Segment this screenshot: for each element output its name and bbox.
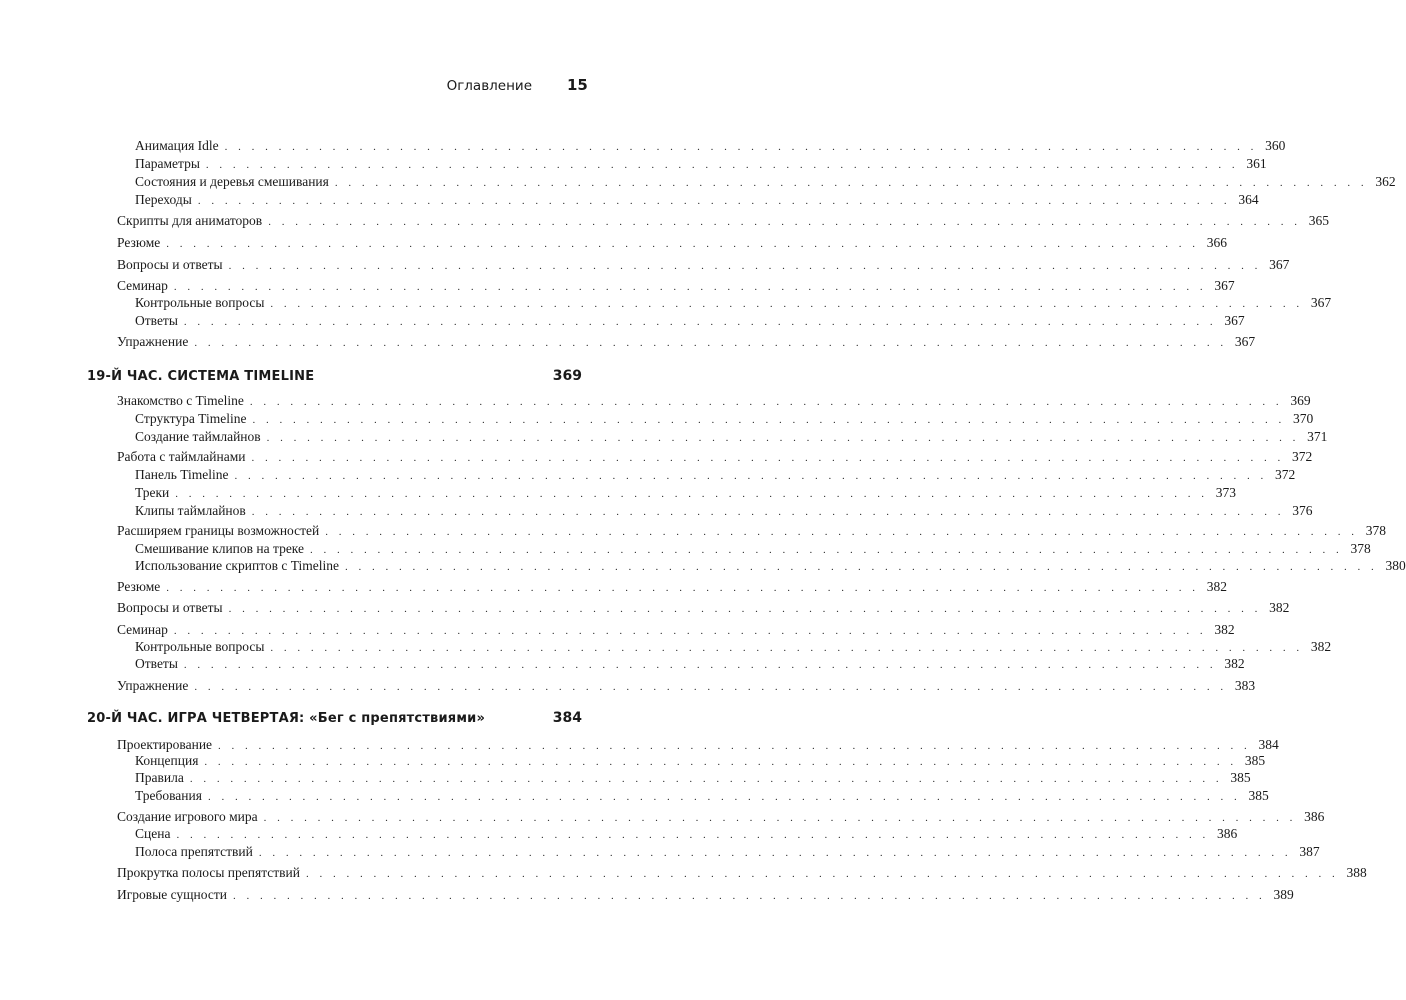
running-header <box>0 76 682 98</box>
toc-entry-label: Семинар <box>117 621 174 639</box>
toc-entry[interactable] <box>135 428 1328 446</box>
toc-entry-page: 372 <box>1275 467 1296 482</box>
chapter-page: 369 <box>552 368 582 384</box>
toc-entry-label: Расширяем границы возможностей <box>117 522 325 540</box>
toc-entry-label: Ответы <box>135 655 184 673</box>
chapter-heading-19[interactable] <box>87 366 582 386</box>
toc-entry-page: 367 <box>1214 278 1235 293</box>
toc-entry-label: Вопросы и ответы <box>117 599 229 617</box>
toc-entry-label: Работа с таймлайнами <box>117 448 252 466</box>
dot-leader: . . . . . . . . . . . . . . . . . . . . . . . . . . . . . . . . . . . . . . . . . . . . . . . . . . . . . . . . . . . . . . . . . . . . . . . . . . . . . <box>194 337 1228 349</box>
toc-entry[interactable] <box>135 466 1296 484</box>
dot-leader: . . . . . . . . . . . . . . . . . . . . . . . . . . . . . . . . . . . . . . . . . . . . . . . . . . . . . . . . . . . . . . . . . . . . . . . . . . . . . <box>189 773 1223 785</box>
toc-entry[interactable] <box>135 191 1259 209</box>
dot-leader: . . . . . . . . . . . . . . . . . . . . . . . . . . . . . . . . . . . . . . . . . . . . . . . . . . . . . . . . . . . . . . . . . . . . . . . . . . . . . <box>197 195 1231 207</box>
toc-entry-page: 376 <box>1292 503 1313 518</box>
chapter-title: 19-Й ЧАС. СИСТЕМА TIMELINE <box>87 369 315 384</box>
dot-leader: . . . . . . . . . . . . . . . . . . . . . . . . . . . . . . . . . . . . . . . . . . . . . . . . . . . . . . . . . . . . . . . . . . . . . . . . . . . . . <box>173 281 1207 293</box>
toc-entry-page: 373 <box>1215 485 1237 500</box>
toc-entry-label: Упражнение <box>117 333 194 351</box>
dot-leader: . . . . . . . . . . . . . . . . . . . . . . . . . . . . . . . . . . . . . . . . . . . . . . . . . . . . . . . . . . . . . . . . . . . . . . . . . . . . . <box>183 659 1217 671</box>
toc-entry-page: 382 <box>1269 600 1290 615</box>
toc-entry-label: Контрольные вопросы <box>135 294 270 312</box>
toc-entry-label: Смешивание клипов на треке <box>135 540 310 558</box>
toc-entry-page: 386 <box>1304 809 1325 824</box>
toc-entry-page: 366 <box>1206 235 1228 250</box>
toc-entry[interactable] <box>117 212 1329 230</box>
toc-entry-page: 367 <box>1310 295 1332 310</box>
toc-entry-label: Треки <box>135 484 175 502</box>
dot-leader: . . . . . . . . . . . . . . . . . . . . . . . . . . . . . . . . . . . . . . . . . . . . . . . . . . . . . . . . . . . . . . . . . . . . . . . . . . . . . <box>204 756 1238 768</box>
toc-entry-label: Анимация Idle <box>135 137 225 155</box>
toc-entry-label: Семинар <box>117 277 174 295</box>
toc-entry[interactable] <box>117 808 1325 826</box>
chapter-page: 384 <box>552 710 582 726</box>
toc-entry-label: Правила <box>135 769 190 787</box>
toc-entry[interactable] <box>135 752 1266 770</box>
toc-entry-page: 382 <box>1214 622 1235 637</box>
toc-entry-page: 367 <box>1234 334 1256 349</box>
toc-entry-label: Скрипты для аниматоров <box>117 212 268 230</box>
dot-leader: . . . . . . . . . . . . . . . . . . . . . . . . . . . . . . . . . . . . . . . . . . . . . . . . . . . . . . . . . . . . . . . . . . . . . . . . . . . . . <box>175 488 1209 500</box>
toc-entry-label: Ответы <box>135 312 184 330</box>
toc-entry[interactable] <box>117 621 1235 639</box>
dot-leader: . . . . . . . . . . . . . . . . . . . . . . . . . . . . . . . . . . . . . . . . . . . . . . . . . . . . . . . . . . . . . . . . . . . . . . . . . . . . . <box>334 177 1368 189</box>
dot-leader: . . . . . . . . . . . . . . . . . . . . . . . . . . . . . . . . . . . . . . . . . . . . . . . . . . . . . . . . . . . . . . . . . . . . . . . . . . . . . <box>232 890 1266 902</box>
dot-leader: . . . . . . . . . . . . . . . . . . . . . . . . . . . . . . . . . . . . . . . . . . . . . . . . . . . . . . . . . . . . . . . . . . . . . . . . . . . . . <box>258 847 1292 859</box>
toc-entry-page: 389 <box>1273 887 1294 902</box>
toc-entry-label: Проектирование <box>117 736 218 754</box>
toc-entry[interactable] <box>117 599 1290 617</box>
toc-entry[interactable] <box>135 825 1238 843</box>
toc-entry-label: Требования <box>135 787 208 805</box>
toc-entry-page: 367 <box>1224 313 1245 328</box>
toc-entry[interactable] <box>135 410 1314 428</box>
toc-entry-label: Состояния и деревья смешивания <box>135 173 335 191</box>
toc-entry[interactable] <box>117 677 1256 695</box>
dot-leader: . . . . . . . . . . . . . . . . . . . . . . . . . . . . . . . . . . . . . . . . . . . . . . . . . . . . . . . . . . . . . . . . . . . . . . . . . . . . . <box>205 159 1239 171</box>
toc-entry-page: 369 <box>1290 393 1311 408</box>
toc-entry[interactable] <box>135 540 1371 558</box>
toc-entry-label: Концепция <box>135 752 204 770</box>
toc-entry[interactable] <box>117 864 1367 882</box>
dot-leader: . . . . . . . . . . . . . . . . . . . . . . . . . . . . . . . . . . . . . . . . . . . . . . . . . . . . . . . . . . . . . . . . . . . . . . . . . . . . . <box>345 561 1378 573</box>
toc-entry-page: 370 <box>1292 411 1314 426</box>
toc-entry[interactable] <box>117 886 1294 904</box>
toc-entry-page: 384 <box>1258 737 1279 752</box>
toc-entry-label: Переходы <box>135 191 198 209</box>
toc-entry[interactable] <box>135 155 1267 173</box>
toc-entry[interactable] <box>135 137 1286 155</box>
toc-entry-label: Резюме <box>117 234 166 252</box>
toc-entry[interactable] <box>117 256 1290 274</box>
toc-entry-page: 378 <box>1365 523 1387 538</box>
dot-leader: . . . . . . . . . . . . . . . . . . . . . . . . . . . . . . . . . . . . . . . . . . . . . . . . . . . . . . . . . . . . . . . . . . . . . . . . . . . . . <box>224 141 1258 153</box>
toc-entry-page: 382 <box>1224 656 1245 671</box>
toc-entry-page: 383 <box>1234 678 1256 693</box>
toc-entry-label: Структура Timeline <box>135 410 252 428</box>
dot-leader: . . . . . . . . . . . . . . . . . . . . . . . . . . . . . . . . . . . . . . . . . . . . . . . . . . . . . . . . . . . . . . . . . . . . . . . . . . . . . <box>218 740 1251 752</box>
dot-leader: . . . . . . . . . . . . . . . . . . . . . . . . . . . . . . . . . . . . . . . . . . . . . . . . . . . . . . . . . . . . . . . . . . . . . . . . . . . . . <box>310 544 1343 556</box>
toc-entry[interactable] <box>135 312 1245 330</box>
toc-entry-page: 378 <box>1350 541 1371 556</box>
dot-leader: . . . . . . . . . . . . . . . . . . . . . . . . . . . . . . . . . . . . . . . . . . . . . . . . . . . . . . . . . . . . . . . . . . . . . . . . . . . . . <box>176 829 1210 841</box>
toc-entry-label: Клипы таймлайнов <box>135 502 252 520</box>
toc-entry[interactable] <box>117 392 1311 410</box>
toc-entry-page: 372 <box>1292 449 1313 464</box>
toc-entry[interactable] <box>117 578 1228 596</box>
toc-entry-page: 387 <box>1299 844 1320 859</box>
toc-entry[interactable] <box>117 234 1228 252</box>
toc-entry-page: 385 <box>1230 770 1251 785</box>
toc-entry-label: Прокрутка полосы препятствий <box>117 864 306 882</box>
toc-entry-label: Полоса препятствий <box>135 843 259 861</box>
toc-entry-page: 365 <box>1308 213 1329 228</box>
toc-entry-label: Сцена <box>135 825 176 843</box>
dot-leader: . . . . . . . . . . . . . . . . . . . . . . . . . . . . . . . . . . . . . . . . . . . . . . . . . . . . . . . . . . . . . . . . . . . . . . . . . . . . . <box>234 470 1268 482</box>
toc-entry[interactable] <box>135 502 1313 520</box>
toc-entry[interactable] <box>135 769 1251 787</box>
dot-leader: . . . . . . . . . . . . . . . . . . . . . . . . . . . . . . . . . . . . . . . . . . . . . . . . . . . . . . . . . . . . . . . . . . . . . . . . . . . . . <box>194 681 1228 693</box>
toc-entry-page: 385 <box>1248 788 1269 803</box>
page-number: 15 <box>567 76 588 94</box>
toc-entry-page: 361 <box>1246 156 1267 171</box>
toc-entry[interactable] <box>135 843 1320 861</box>
toc-entry-page: 360 <box>1265 138 1286 153</box>
dot-leader: . . . . . . . . . . . . . . . . . . . . . . . . . . . . . . . . . . . . . . . . . . . . . . . . . . . . . . . . . . . . . . . . . . . . . . . . . . . . . <box>166 238 1200 250</box>
dot-leader: . . . . . . . . . . . . . . . . . . . . . . . . . . . . . . . . . . . . . . . . . . . . . . . . . . . . . . . . . . . . . . . . . . . . . . . . . . . . . <box>251 506 1285 518</box>
dot-leader: . . . . . . . . . . . . . . . . . . . . . . . . . . . . . . . . . . . . . . . . . . . . . . . . . . . . . . . . . . . . . . . . . . . . . . . . . . . . . <box>252 414 1286 426</box>
toc-entry-label: Упражнение <box>117 677 194 695</box>
toc-entry-label: Использование скриптов с Timeline <box>135 557 345 575</box>
dot-leader: . . . . . . . . . . . . . . . . . . . . . . . . . . . . . . . . . . . . . . . . . . . . . . . . . . . . . . . . . . . . . . . . . . . . . . . . . . . . . <box>251 452 1285 464</box>
toc-entry[interactable] <box>117 522 1387 540</box>
toc-entry-page: 385 <box>1244 753 1266 768</box>
toc-entry-page: 362 <box>1375 174 1396 189</box>
toc-entry-page: 371 <box>1307 429 1328 444</box>
toc-entry[interactable] <box>117 448 1313 466</box>
dot-leader: . . . . . . . . . . . . . . . . . . . . . . . . . . . . . . . . . . . . . . . . . . . . . . . . . . . . . . . . . . . . . . . . . . . . . . . . . . . . . <box>266 432 1300 444</box>
toc-entry-label: Игровые сущности <box>117 886 233 904</box>
toc-entry-label: Вопросы и ответы <box>117 256 229 274</box>
toc-entry[interactable] <box>135 294 1332 312</box>
toc-entry[interactable] <box>117 333 1256 351</box>
toc-entry-label: Панель Timeline <box>135 466 235 484</box>
dot-leader: . . . . . . . . . . . . . . . . . . . . . . . . . . . . . . . . . . . . . . . . . . . . . . . . . . . . . . . . . . . . . . . . . . . . . . . . . . . . . <box>268 216 1301 228</box>
toc-entry-label: Создание таймлайнов <box>135 428 267 446</box>
toc-entry-page: 388 <box>1346 865 1367 880</box>
toc-entry[interactable] <box>135 638 1332 656</box>
toc-entry-label: Создание игрового мира <box>117 808 264 826</box>
toc-entry[interactable] <box>135 484 1237 502</box>
toc-entry-page: 367 <box>1269 257 1290 272</box>
toc-entry[interactable] <box>135 655 1245 673</box>
toc-entry-page: 386 <box>1216 826 1238 841</box>
dot-leader: . . . . . . . . . . . . . . . . . . . . . . . . . . . . . . . . . . . . . . . . . . . . . . . . . . . . . . . . . . . . . . . . . . . . . . . . . . . . . <box>207 791 1241 803</box>
chapter-heading-20[interactable] <box>87 708 582 728</box>
chapter-title: 20-Й ЧАС. ИГРА ЧЕТВЕРТАЯ: «Бег с препятствиями» <box>87 711 486 726</box>
toc-entry[interactable] <box>135 557 1406 575</box>
dot-leader: . . . . . . . . . . . . . . . . . . . . . . . . . . . . . . . . . . . . . . . . . . . . . . . . . . . . . . . . . . . . . . . . . . . . . . . . . . . . . <box>228 260 1262 272</box>
dot-leader: . . . . . . . . . . . . . . . . . . . . . . . . . . . . . . . . . . . . . . . . . . . . . . . . . . . . . . . . . . . . . . . . . . . . . . . . . . . . . <box>263 812 1297 824</box>
toc-entry-page: 364 <box>1238 192 1259 207</box>
toc-entry-label: Параметры <box>135 155 206 173</box>
dot-leader: . . . . . . . . . . . . . . . . . . . . . . . . . . . . . . . . . . . . . . . . . . . . . . . . . . . . . . . . . . . . . . . . . . . . . . . . . . . . . <box>166 582 1200 594</box>
toc-entry-label: Знакомство с Timeline <box>117 392 250 410</box>
running-header-title: Оглавление <box>446 78 532 94</box>
dot-leader: . . . . . . . . . . . . . . . . . . . . . . . . . . . . . . . . . . . . . . . . . . . . . . . . . . . . . . . . . . . . . . . . . . . . . . . . . . . . . <box>270 642 1304 654</box>
dot-leader: . . . . . . . . . . . . . . . . . . . . . . . . . . . . . . . . . . . . . . . . . . . . . . . . . . . . . . . . . . . . . . . . . . . . . . . . . . . . . <box>249 396 1283 408</box>
dot-leader: . . . . . . . . . . . . . . . . . . . . . . . . . . . . . . . . . . . . . . . . . . . . . . . . . . . . . . . . . . . . . . . . . . . . . . . . . . . . . <box>306 868 1339 880</box>
dot-leader: . . . . . . . . . . . . . . . . . . . . . . . . . . . . . . . . . . . . . . . . . . . . . . . . . . . . . . . . . . . . . . . . . . . . . . . . . . . . . <box>183 316 1217 328</box>
toc-entry[interactable] <box>117 277 1235 295</box>
toc-entry[interactable] <box>135 173 1396 191</box>
toc-entry-page: 382 <box>1310 639 1332 654</box>
dot-leader: . . . . . . . . . . . . . . . . . . . . . . . . . . . . . . . . . . . . . . . . . . . . . . . . . . . . . . . . . . . . . . . . . . . . . . . . . . . . . <box>270 298 1304 310</box>
toc-entry-label: Контрольные вопросы <box>135 638 270 656</box>
dot-leader: . . . . . . . . . . . . . . . . . . . . . . . . . . . . . . . . . . . . . . . . . . . . . . . . . . . . . . . . . . . . . . . . . . . . . . . . . . . . . <box>173 625 1207 637</box>
toc-entry[interactable] <box>135 787 1269 805</box>
toc-entry-page: 382 <box>1206 579 1228 594</box>
toc-entry-page: 380 <box>1385 558 1406 573</box>
dot-leader: . . . . . . . . . . . . . . . . . . . . . . . . . . . . . . . . . . . . . . . . . . . . . . . . . . . . . . . . . . . . . . . . . . . . . . . . . . . . . <box>228 603 1262 615</box>
dot-leader: . . . . . . . . . . . . . . . . . . . . . . . . . . . . . . . . . . . . . . . . . . . . . . . . . . . . . . . . . . . . . . . . . . . . . . . . . . . . . <box>325 526 1359 538</box>
toc-entry-label: Резюме <box>117 578 166 596</box>
